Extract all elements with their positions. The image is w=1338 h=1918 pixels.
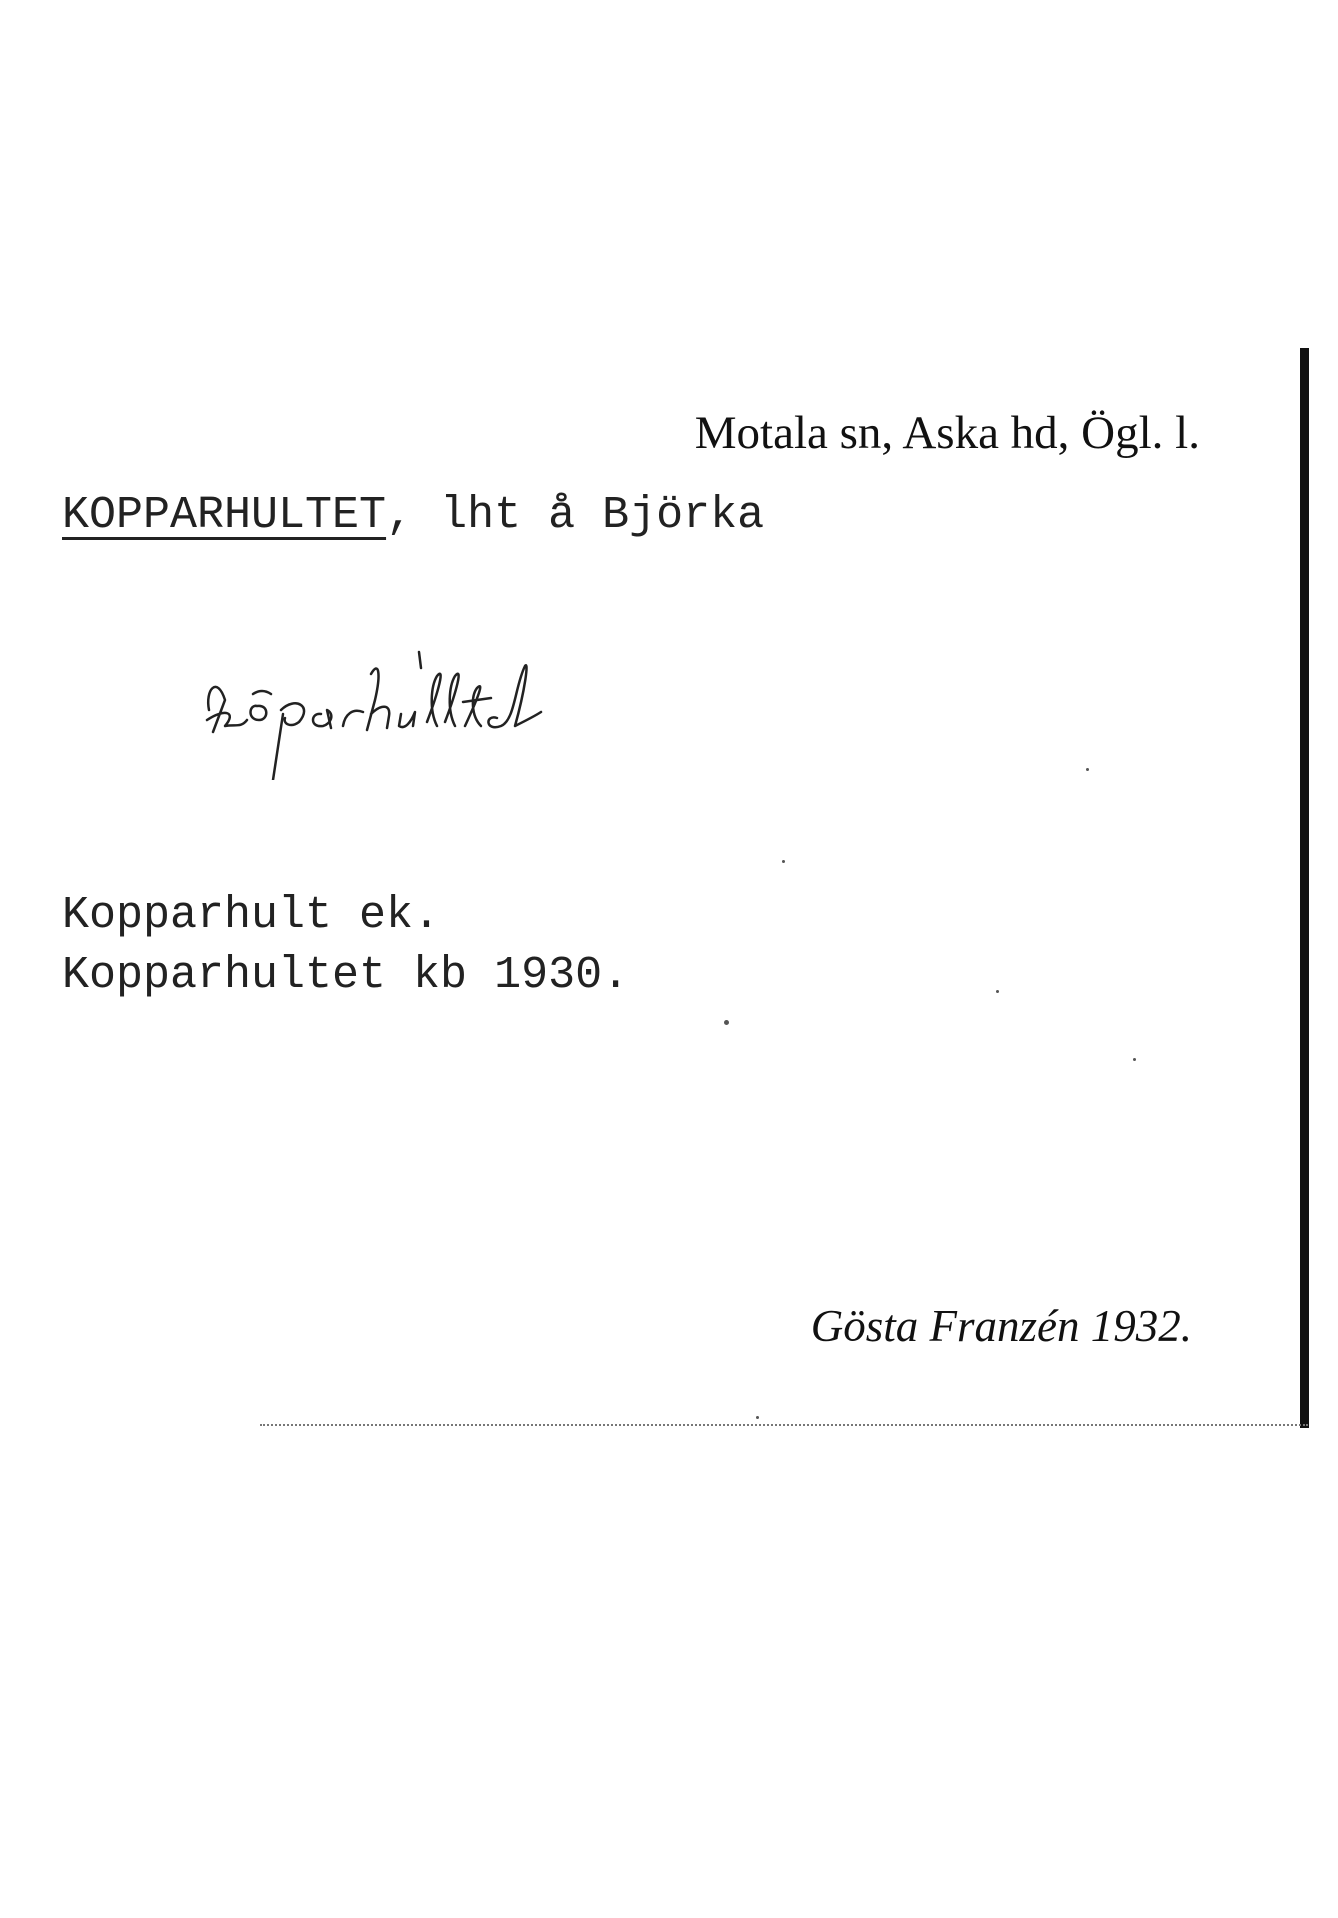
forms-block [62, 886, 629, 1006]
headword-suffix: , lht å Björka [386, 490, 765, 541]
paper-speck [996, 990, 999, 993]
handwritten-pronunciation [195, 630, 625, 780]
headword: KOPPARHULTET [62, 490, 387, 541]
paper-speck [782, 860, 785, 863]
card-right-edge [1300, 348, 1309, 1428]
paper-speck [1133, 1058, 1136, 1061]
paper-speck [756, 1416, 759, 1419]
paper-speck [1086, 768, 1089, 771]
card-bottom-edge [260, 1424, 1308, 1426]
headline [62, 490, 764, 541]
paper-speck [724, 1020, 729, 1025]
author-line: Gösta Franzén 1932. [810, 1301, 1192, 1351]
form-line: Kopparhultet kb 1930. [62, 950, 630, 1001]
form-line: Kopparhult ek. [62, 890, 441, 941]
parish-line: Motala sn, Aska hd, Ögl. l. [694, 407, 1200, 459]
